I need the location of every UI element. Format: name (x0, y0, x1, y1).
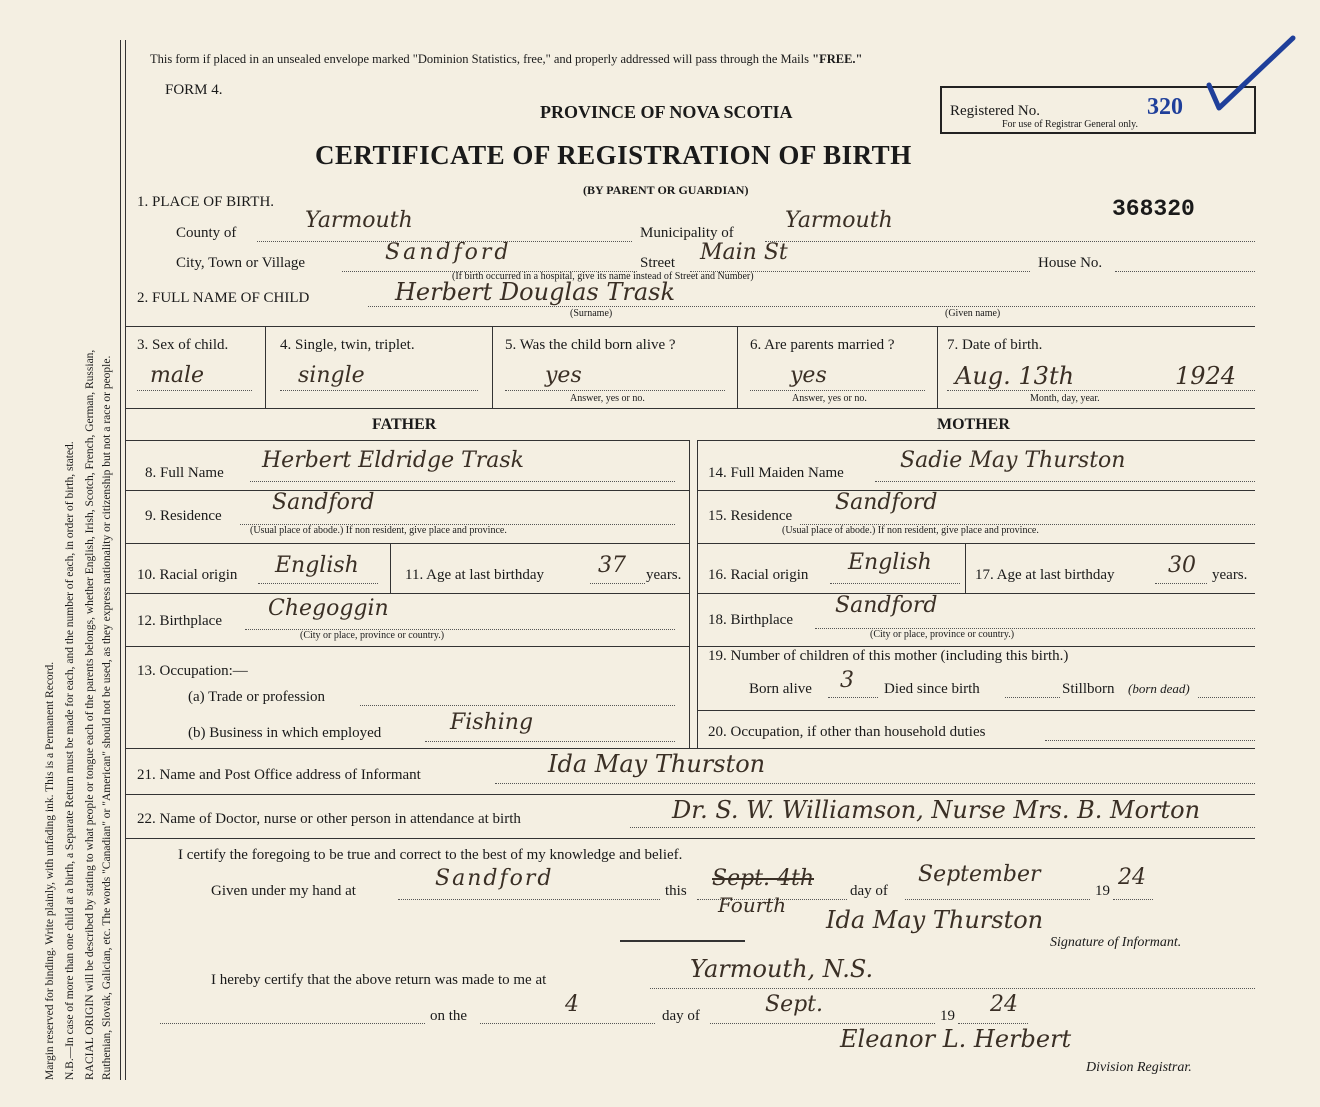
mother-age-value: 30 (1168, 553, 1196, 578)
sex-value: male (150, 363, 205, 388)
alive-note: Answer, yes or no. (570, 393, 645, 404)
father-birthplace-value: Chegoggin (268, 596, 389, 621)
mother-age-unit: years. (1212, 567, 1248, 583)
street-value: Main St (700, 240, 788, 265)
father-residence-note: (Usual place of abode.) If non resident, give place and province. (250, 525, 507, 536)
mother-racial-label: 16. Racial origin (708, 567, 809, 583)
informant-signature: Ida May Thurston (826, 906, 1044, 934)
mother-racial-value: English (848, 550, 932, 575)
mother-name-label: 14. Full Maiden Name (708, 465, 844, 481)
doctor-label: 22. Name of Doctor, nurse or other person in attendance at birth (137, 811, 521, 827)
mother-residence-note: (Usual place of abode.) If non resident, give place and province. (782, 525, 1039, 536)
certify-year-prefix: 19 (1095, 883, 1110, 899)
mother-residence-value: Sandford (835, 490, 938, 515)
plurality-label: 4. Single, twin, triplet. (280, 337, 415, 353)
certificate-subtitle: (BY PARENT OR GUARDIAN) (583, 183, 749, 197)
mother-occupation-label: 20. Occupation, if other than household duties (708, 724, 986, 740)
this-correction: Fourth (718, 893, 787, 917)
registered-value: 320 (1147, 94, 1183, 120)
registrar-day-of-value: Sept. (765, 992, 824, 1017)
registrar-year-prefix: 19 (940, 1008, 955, 1024)
this-value: Sept. 4th (712, 866, 815, 891)
registrar-signature: Eleanor L. Herbert (840, 1025, 1072, 1053)
dob-label: 7. Date of birth. (947, 337, 1043, 353)
mail-notice: This form if placed in an unsealed envelope marked "Dominion Statistics, free," and properly addressed will pass through the Mails "FREE." (150, 52, 863, 66)
city-label: City, Town or Village (176, 255, 306, 271)
child-name-label: 2. FULL NAME OF CHILD (137, 290, 310, 306)
father-birthplace-note: (City or place, province or country.) (300, 630, 445, 641)
given-name-note: (Given name) (945, 308, 1001, 319)
dob-year: 1924 (1175, 362, 1237, 390)
street-label: Street (640, 255, 675, 271)
county-label: County of (176, 225, 237, 241)
doctor-value: Dr. S. W. Williamson, Nurse Mrs. B. Morton (672, 796, 1201, 824)
checkmark-icon (1205, 30, 1300, 115)
stamp-number: 368320 (1112, 196, 1195, 222)
registrar-place: Yarmouth, N.S. (690, 955, 874, 983)
binding-line (120, 40, 121, 1080)
municipality-value: Yarmouth (785, 208, 893, 233)
registrar-year-value: 24 (990, 992, 1018, 1017)
municipality-label: Municipality of (640, 225, 734, 241)
stillborn-label: Stillborn (1062, 681, 1115, 697)
stillborn-note: (born dead) (1128, 681, 1190, 696)
father-age-unit: years. (646, 567, 682, 583)
father-age-label: 11. Age at last birthday (405, 567, 544, 583)
informant-signature-label: Signature of Informant. (1050, 935, 1182, 950)
alive-value: yes (545, 363, 582, 388)
married-note: Answer, yes or no. (792, 393, 867, 404)
mother-birthplace-label: 18. Birthplace (708, 612, 793, 628)
alive-label: 5. Was the child born alive ? (505, 337, 676, 353)
father-residence-label: 9. Residence (145, 508, 222, 524)
day-of-label: day of (850, 883, 888, 899)
on-the-value: 4 (565, 992, 579, 1017)
margin-line-2: N.B.—In case of more than one child at a birth, a Separate Return must be made for each, and the number of each, in order of birth, stated. (64, 441, 76, 1080)
dob-note: Month, day, year. (1030, 393, 1100, 404)
registrar-signature-label: Division Registrar. (1086, 1060, 1192, 1075)
margin-line-4: Ruthenian, Slovak, Galician, etc. The words "Canadian" or "American" should not be used, as they express nationality or citizenship but not a race or people. (101, 355, 113, 1080)
father-racial-label: 10. Racial origin (137, 567, 238, 583)
house-label: House No. (1038, 255, 1103, 271)
given-label: Given under my hand at (211, 883, 356, 899)
father-occupation-label: 13. Occupation:— (137, 663, 248, 679)
died-since-birth-label: Died since birth (884, 681, 980, 697)
father-heading: FATHER (372, 416, 437, 433)
father-name-label: 8. Full Name (145, 465, 224, 481)
place-label: 1. PLACE OF BIRTH. (137, 194, 275, 210)
business-label: (b) Business in which employed (188, 725, 382, 741)
given-value: Sandford (435, 866, 554, 891)
born-alive-label: Born alive (749, 681, 812, 697)
sex-label: 3. Sex of child. (137, 337, 229, 353)
province-heading: PROVINCE OF NOVA SCOTIA (540, 102, 793, 122)
informant-value: Ida May Thurston (548, 750, 766, 778)
mother-name-value: Sadie May Thurston (900, 448, 1126, 473)
certificate-title: CERTIFICATE OF REGISTRATION OF BIRTH (315, 140, 912, 170)
plurality-value: single (298, 363, 365, 388)
day-of-value: September (918, 862, 1041, 887)
business-value: Fishing (450, 710, 534, 735)
surname-note: (Surname) (570, 308, 613, 319)
form-number: FORM 4. (165, 82, 223, 98)
father-racial-value: English (275, 553, 359, 578)
mother-residence-label: 15. Residence (708, 508, 793, 524)
mother-age-label: 17. Age at last birthday (975, 567, 1115, 583)
mother-birthplace-value: Sandford (835, 593, 938, 618)
married-value: yes (790, 363, 827, 388)
father-age-value: 37 (598, 553, 626, 578)
city-value: Sandford (385, 240, 512, 265)
county-value: Yarmouth (305, 208, 413, 233)
born-alive-value: 3 (840, 668, 854, 693)
dob-value: Aug. 13th (955, 362, 1075, 390)
binding-line-inner (125, 40, 126, 1080)
margin-line-3: RACIAL ORIGIN will be described by stating to what people or tongue each of the parents belongs, whether English, Irish, Scotch, French, German, Russian, (84, 349, 96, 1080)
mother-birthplace-note: (City or place, province or country.) (870, 629, 1015, 640)
children-count-label: 19. Number of children of this mother (including this birth.) (708, 648, 1069, 664)
married-label: 6. Are parents married ? (750, 337, 895, 353)
registrar-statement: I hereby certify that the above return was made to me at (211, 972, 547, 988)
margin-line-1: Margin reserved for binding. Write plainly, with unfading ink. This is a Permanent Record. (44, 661, 56, 1080)
hospital-note: (If birth occurred in a hospital, give its name instead of Street and Number) (452, 271, 754, 282)
registrar-note: For use of Registrar General only. (1002, 119, 1138, 130)
informant-label: 21. Name and Post Office address of Informant (137, 767, 421, 783)
father-name-value: Herbert Eldridge Trask (262, 448, 525, 473)
father-birthplace-label: 12. Birthplace (137, 613, 222, 629)
trade-label: (a) Trade or profession (188, 689, 326, 705)
mother-heading: MOTHER (937, 416, 1010, 433)
on-the-label: on the (430, 1008, 468, 1024)
certify-statement: I certify the foregoing to be true and correct to the best of my knowledge and belief. (178, 847, 683, 863)
this-label: this (665, 883, 687, 899)
registered-label: Registered No. (950, 103, 1040, 119)
child-name-value: Herbert Douglas Trask (395, 278, 676, 306)
certify-year-value: 24 (1118, 865, 1146, 890)
father-residence-value: Sandford (272, 490, 375, 515)
registrar-day-of-label: day of (662, 1008, 700, 1024)
